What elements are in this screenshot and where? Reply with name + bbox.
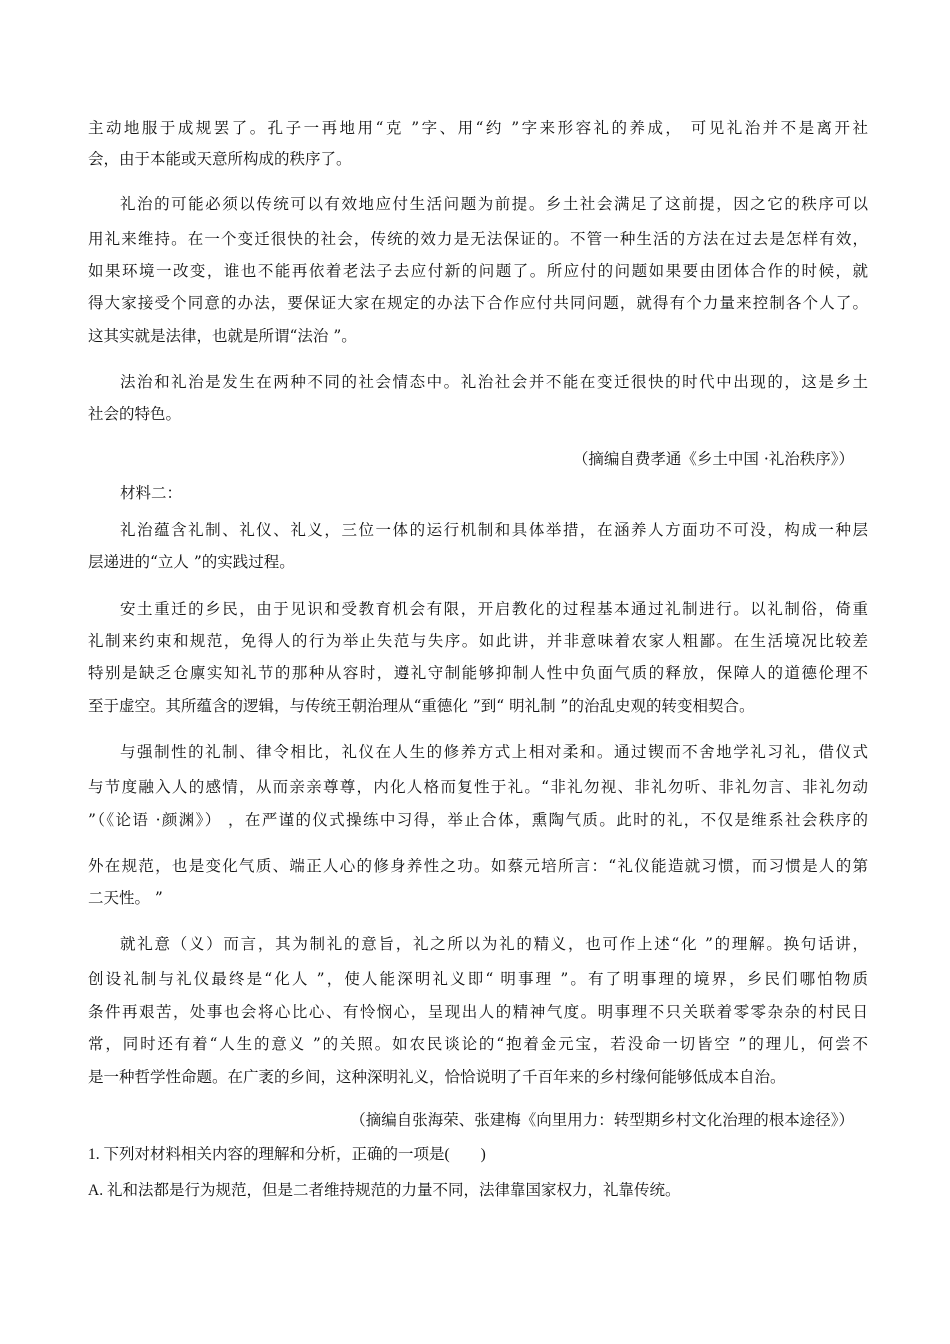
text-line: 条件再艰苦，处事也会将心比心、有怜悯心，呈现出人的精神气度。明事理不只关联着零零杂杂的村民日	[88, 1003, 868, 1021]
text-line: 社会的特色。	[88, 405, 182, 423]
text-line: 是一种哲学性命题。在广袤的乡间，这种深明礼义，恰恰说明了千百年来的乡村缘何能够低成本自治。	[88, 1068, 786, 1086]
text-line: 用礼来维持。在一个变迁很快的社会，传统的效力是无法保证的。不管一种生活的方法在过去是怎样有效，	[88, 230, 868, 248]
text-line: 创设礼制与礼仪最终是“化人 ”，使人能深明礼义即“ 明事理 ”。有了明事理的境界，乡民们哪怕物质	[88, 970, 868, 988]
text-line: 层递进的“立人 ”的实践过程。	[88, 553, 295, 571]
text-line: 就礼意（义）而言，其为制礼的意旨，礼之所以为礼的精义，也可作上述“化 ”的理解。换句话讲，	[120, 935, 868, 953]
text-line: 二天性。 ”	[88, 889, 163, 907]
text-line: 礼治的可能必须以传统可以有效地应付生活问题为前提。乡土社会满足了这前提，因之它的秩序可以	[120, 195, 868, 213]
text-line: 会，由于本能或天意所构成的秩序了。	[88, 150, 352, 168]
text-line: 如果环境一改变，谁也不能再依着老法子去应付新的问题了。所应付的问题如果要由团体合作的时候，就	[88, 262, 868, 280]
text-line: 特别是缺乏仓廪实知礼节的那种从容时，遵礼守制能够抑制人性中负面气质的释放，保障人的道德伦理不	[88, 664, 868, 682]
text-line: 外在规范，也是变化气质、端正人心的修身养性之功。如蔡元培所言：“礼仪能造就习惯，而习惯是人的第	[88, 857, 868, 875]
answer-option-a: A. 礼和法都是行为规范，但是二者维持规范的力量不同，法律靠国家权力，礼靠传统。	[88, 1182, 681, 1199]
source-citation: （摘编自张海荣、张建梅《向里用力：转型期乡村文化治理的根本途径》）	[350, 1111, 854, 1129]
text-line: 这其实就是法律，也就是所谓“法治 ”。	[88, 327, 357, 345]
text-line: 安土重迁的乡民，由于见识和受教育机会有限，开启教化的过程基本通过礼制进行。以礼制俗，倚重	[120, 600, 868, 618]
question-stem: 1. 下列对材料相关内容的理解和分析，正确的一项是( )	[88, 1146, 486, 1163]
section-heading: 材料二：	[120, 484, 183, 502]
text-line: 礼制来约束和规范，免得人的行为举止失范与失序。如此讲，并非意味着农家人粗鄙。在生活境况比较差	[88, 632, 868, 650]
text-line: 至于虚空。其所蕴含的逻辑，与传统王朝治理从“重德化 ”到“ 明礼制 ”的治乱史观的转变相契合。	[88, 697, 755, 715]
text-line: 常，同时还有着“人生的意义 ”的关照。如农民谈论的“抱着金元宝，若没命一切皆空 ”的理儿，何尝不	[88, 1035, 868, 1053]
source-citation: （摘编自费孝通《乡土中国 ·礼治秩序》）	[572, 450, 854, 468]
text-line: 得大家接受个同意的办法，要保证大家在规定的办法下合作应付共同问题，就得有个力量来控制各个人了。	[88, 294, 868, 312]
text-line: 主动地服于成规罢了。孔子一再地用“克 ”字、用“约 ”字来形容礼的养成， 可见礼治并不是离开社	[88, 119, 868, 137]
text-line: ”（《论语 ·颜渊》） ，在严谨的仪式操练中习得，举止合体，熏陶气质。此时的礼，不仅是维系社会秩序的	[88, 811, 868, 829]
text-line: 与强制性的礼制、律令相比，礼仪在人生的修养方式上相对柔和。通过锲而不舍地学礼习礼，借仪式	[120, 743, 868, 761]
text-line: 与节度融入人的感情，从而亲亲尊尊，内化人格而复性于礼。“非礼勿视、非礼勿听、非礼勿言、非礼勿动	[88, 778, 868, 796]
text-line: 礼治蕴含礼制、礼仪、礼义，三位一体的运行机制和具体举措，在涵养人方面功不可没，构成一种层	[120, 521, 868, 539]
text-line: 法治和礼治是发生在两种不同的社会情态中。礼治社会并不能在变迁很快的时代中出现的，这是乡土	[120, 373, 868, 391]
